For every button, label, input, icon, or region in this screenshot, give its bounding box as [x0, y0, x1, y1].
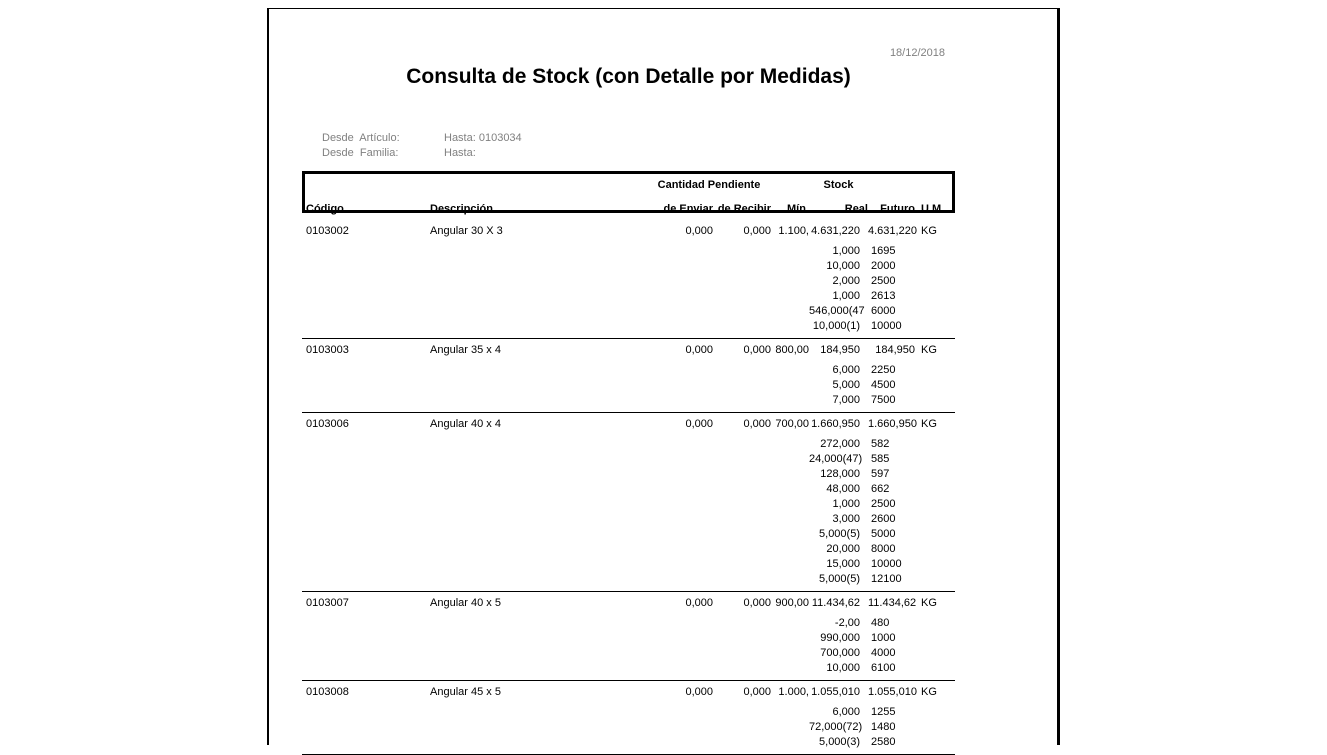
group-header-spacer: [771, 171, 809, 193]
cell-detalle-medida: 597: [871, 467, 890, 480]
col-header-min: Mín.: [787, 203, 809, 215]
cell-detalle-medida: 12100: [871, 572, 902, 585]
cell-detalle-cantidad: 72,000(72): [809, 720, 863, 733]
article-row: [302, 220, 955, 237]
detail-row: [302, 660, 955, 675]
cell-de-enviar: 0,000: [685, 686, 713, 698]
cell-real: 4.631,220: [811, 225, 860, 237]
detail-row: [302, 571, 955, 586]
cell-um: KG: [921, 686, 937, 698]
cell-detalle-cantidad: 3,000: [832, 512, 860, 525]
stock-table: [302, 171, 955, 755]
cell-descripcion: Angular 40 x 5: [430, 597, 501, 609]
col-header-real: Real: [844, 203, 868, 215]
col-header-de-enviar: de Enviar: [663, 203, 713, 215]
cell-um: KG: [921, 597, 937, 609]
filter-hasta-familia-value: Hasta:: [444, 147, 476, 159]
detail-row: [302, 645, 955, 660]
cell-descripcion: Angular 40 x 4: [430, 418, 501, 430]
cell-detalle-medida: 7500: [871, 393, 896, 406]
cell-detalle-medida: 1000: [871, 631, 896, 644]
cell-codigo: 0103002: [306, 225, 349, 237]
cell-detalle-medida: 6100: [871, 661, 896, 674]
cell-detalle-cantidad: 6,000: [832, 363, 860, 376]
report-page: [267, 8, 1060, 748]
cell-um: KG: [921, 225, 937, 237]
cell-min: 700,00: [775, 418, 809, 430]
cell-real: 11.434,62: [811, 597, 860, 609]
group-header-row: [302, 171, 955, 193]
cell-detalle-medida: 2500: [871, 274, 896, 287]
cell-detalle-cantidad: 6,000: [832, 705, 860, 718]
detail-row: [302, 719, 955, 734]
cell-detalle-cantidad: 5,000(5): [819, 572, 860, 585]
cell-um: KG: [921, 344, 937, 356]
cell-detalle-medida: 5000: [871, 527, 896, 540]
cell-de-recibir: 0,000: [743, 686, 771, 698]
group-header-stock: Stock: [823, 179, 854, 191]
detail-row: [302, 466, 955, 481]
cell-de-recibir: 0,000: [743, 225, 771, 237]
cell-detalle-medida: 10000: [871, 557, 902, 570]
cell-detalle-medida: 1480: [871, 720, 896, 733]
cell-detalle-cantidad: 10,000(1): [812, 319, 860, 332]
cell-detalle-medida: 582: [871, 437, 890, 450]
article-row: [302, 413, 955, 431]
cell-detalle-cantidad: 272,000: [820, 437, 860, 450]
col-header-um: U.M.: [921, 203, 945, 215]
cell-detalle-cantidad: 48,000: [826, 482, 860, 495]
cell-de-enviar: 0,000: [685, 418, 713, 430]
detail-row: [302, 377, 955, 392]
cell-de-enviar: 0,000: [685, 597, 713, 609]
cell-detalle-cantidad: 24,000(47): [809, 452, 863, 465]
cell-de-enviar: 0,000: [685, 344, 713, 356]
cell-real: 1.660,950: [811, 418, 860, 430]
cell-descripcion: Angular 45 x 5: [430, 686, 501, 698]
cell-detalle-medida: 2000: [871, 259, 896, 272]
cell-detalle-medida: 4500: [871, 378, 896, 391]
cell-detalle-cantidad: 5,000(3): [819, 735, 860, 748]
col-header-futuro: Futuro: [880, 203, 915, 215]
cell-detalle-medida: 662: [871, 482, 890, 495]
cell-detalle-medida: 8000: [871, 542, 896, 555]
detail-row: [302, 496, 955, 511]
detail-row: [302, 451, 955, 466]
cell-detalle-cantidad: 20,000: [826, 542, 860, 555]
detail-row: [302, 704, 955, 719]
cell-detalle-cantidad: 1,000: [832, 289, 860, 302]
cell-detalle-cantidad: 700,000: [820, 646, 860, 659]
cell-detalle-cantidad: 1,000: [832, 497, 860, 510]
cell-min: 900,00: [775, 597, 809, 609]
cell-min: 800,00: [775, 344, 809, 356]
report-title: Consulta de Stock (con Detalle por Medidas): [406, 65, 851, 88]
cell-de-recibir: 0,000: [743, 344, 771, 356]
separator-row: [302, 749, 955, 755]
detail-row: [302, 630, 955, 645]
cell-detalle-cantidad: 10,000: [826, 661, 860, 674]
cell-detalle-cantidad: 7,000: [832, 393, 860, 406]
report-date: 18/12/2018: [889, 47, 945, 59]
cell-min: 1.000,: [778, 686, 809, 698]
cell-detalle-cantidad: 128,000: [820, 467, 860, 480]
cell-descripcion: Angular 30 X 3: [430, 225, 503, 237]
detail-row: [302, 436, 955, 451]
cell-codigo: 0103006: [306, 418, 349, 430]
cell-detalle-medida: 1255: [871, 705, 896, 718]
column-header-row: [302, 193, 955, 220]
cell-detalle-cantidad: 10,000: [826, 259, 860, 272]
cell-codigo: 0103008: [306, 686, 349, 698]
group-header-spacer: [915, 171, 955, 193]
filter-hasta-articulo-value: Hasta: 0103034: [444, 132, 522, 144]
cell-detalle-cantidad: 546,000(47: [809, 304, 865, 317]
cell-detalle-medida: 1695: [871, 244, 896, 257]
cell-detalle-medida: 480: [871, 616, 890, 629]
cell-futuro: 4.631,220: [868, 225, 917, 237]
cell-detalle-cantidad: 990,000: [820, 631, 860, 644]
cell-detalle-cantidad: -2,00: [834, 616, 860, 629]
detail-row: [302, 258, 955, 273]
article-row: [302, 592, 955, 610]
cell-detalle-medida: 2613: [871, 289, 896, 302]
article-row: [302, 339, 955, 357]
detail-row: [302, 273, 955, 288]
detail-row: [302, 734, 955, 749]
cell-de-recibir: 0,000: [743, 597, 771, 609]
cell-detalle-medida: 2250: [871, 363, 896, 376]
cell-futuro: 11.434,62: [868, 597, 917, 609]
detail-row: [302, 362, 955, 377]
cell-detalle-cantidad: 2,000: [832, 274, 860, 287]
cell-detalle-medida: 10000: [871, 319, 902, 332]
group-header-cantidad-pendiente: Cantidad Pendiente: [657, 179, 761, 191]
cell-codigo: 0103003: [306, 344, 349, 356]
cell-detalle-medida: 4000: [871, 646, 896, 659]
filter-desde-familia-label: Desde Familia:: [322, 147, 399, 159]
cell-min: 1.100,: [778, 225, 809, 237]
group-header-spacer: [868, 171, 915, 193]
cell-detalle-medida: 2600: [871, 512, 896, 525]
cell-detalle-cantidad: 5,000(5): [819, 527, 860, 540]
cell-um: KG: [921, 418, 937, 430]
article-row: [302, 681, 955, 699]
cell-detalle-cantidad: 15,000: [826, 557, 860, 570]
cell-detalle-medida: 585: [871, 452, 890, 465]
cell-real: 184,950: [820, 344, 860, 356]
detail-row: [302, 556, 955, 571]
col-header-codigo: Código: [306, 203, 344, 215]
detail-row: [302, 288, 955, 303]
stock-table-header: [302, 171, 955, 220]
detail-row: [302, 243, 955, 258]
cell-detalle-cantidad: 5,000: [832, 378, 860, 391]
detail-row: [302, 318, 955, 333]
col-header-de-recibir: de Recibir: [717, 203, 771, 215]
cell-futuro: 184,950: [875, 344, 915, 356]
detail-row: [302, 481, 955, 496]
filter-desde-articulo-label: Desde Artículo:: [322, 132, 400, 144]
detail-row: [302, 392, 955, 407]
cell-detalle-medida: 6000: [871, 304, 896, 317]
cell-codigo: 0103007: [306, 597, 349, 609]
cell-futuro: 1.660,950: [868, 418, 917, 430]
cell-futuro: 1.055,010: [868, 686, 917, 698]
cell-de-recibir: 0,000: [743, 418, 771, 430]
stock-table-body: [302, 220, 955, 755]
col-header-descripcion: Descripción: [430, 203, 493, 215]
detail-row: [302, 303, 955, 318]
cell-de-enviar: 0,000: [685, 225, 713, 237]
group-header-spacer: [302, 171, 647, 193]
cell-detalle-medida: 2580: [871, 735, 896, 748]
cell-detalle-medida: 2500: [871, 497, 896, 510]
detail-row: [302, 541, 955, 556]
cell-detalle-cantidad: 1,000: [832, 244, 860, 257]
detail-row: [302, 615, 955, 630]
detail-row: [302, 511, 955, 526]
cell-real: 1.055,010: [811, 686, 860, 698]
detail-row: [302, 526, 955, 541]
cell-descripcion: Angular 35 x 4: [430, 344, 501, 356]
